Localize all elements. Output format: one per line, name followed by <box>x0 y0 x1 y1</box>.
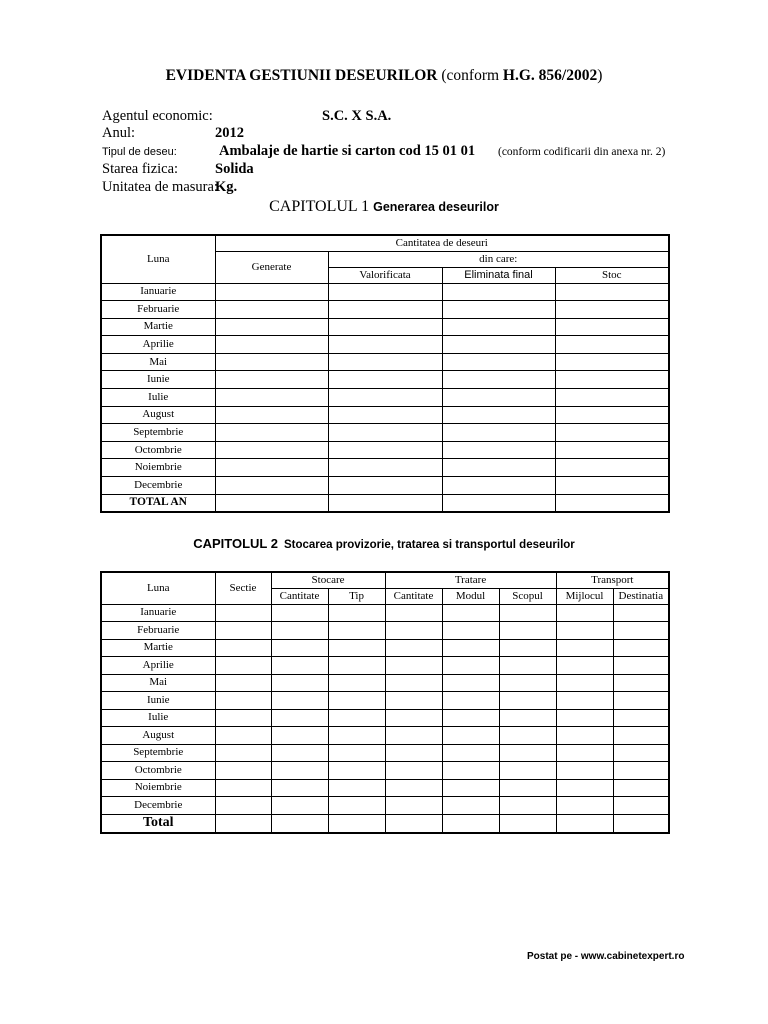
table-cell[interactable] <box>328 494 442 512</box>
table-cell[interactable] <box>215 371 328 389</box>
table-cell[interactable] <box>385 779 442 797</box>
table-cell[interactable] <box>442 441 555 459</box>
table-cell[interactable] <box>328 477 442 495</box>
table-cell[interactable] <box>271 744 328 762</box>
table-cell[interactable] <box>385 622 442 640</box>
table-row <box>101 779 669 797</box>
table-cell[interactable] <box>613 814 669 833</box>
table-cell[interactable] <box>499 709 556 727</box>
table-cell[interactable] <box>499 622 556 640</box>
col-header-tip: Tip <box>328 588 385 604</box>
table-cell[interactable] <box>328 674 385 692</box>
table-row <box>101 301 669 319</box>
table-cell[interactable] <box>385 797 442 815</box>
table-cell[interactable] <box>328 657 385 675</box>
month-label: Noiembrie <box>101 459 215 477</box>
table-cell[interactable] <box>556 657 613 675</box>
table-cell[interactable] <box>215 797 271 815</box>
table-cell[interactable] <box>499 604 556 622</box>
month-label: Martie <box>101 639 215 657</box>
table-cell[interactable] <box>215 727 271 745</box>
table-cell[interactable] <box>385 727 442 745</box>
table-cell[interactable] <box>556 692 613 710</box>
table-cell[interactable] <box>613 622 669 640</box>
table-cell[interactable] <box>328 727 385 745</box>
table-cell[interactable] <box>442 692 499 710</box>
month-label: Iunie <box>101 692 215 710</box>
table-row <box>101 353 669 371</box>
table-cell[interactable] <box>613 639 669 657</box>
table-cell[interactable] <box>555 424 669 442</box>
table-cell[interactable] <box>328 797 385 815</box>
table-row <box>101 674 669 692</box>
waste-type-note: (conform codificarii din anexa nr. 2) <box>498 146 666 158</box>
unit-value: Kg. <box>215 179 238 195</box>
col-header-stoc: Stoc <box>555 267 669 283</box>
table-cell[interactable] <box>442 709 499 727</box>
table-cell[interactable] <box>613 604 669 622</box>
month-label: Mai <box>101 674 215 692</box>
table-cell[interactable] <box>555 301 669 319</box>
table-cell[interactable] <box>499 692 556 710</box>
table-cell[interactable] <box>328 406 442 424</box>
table-cell[interactable] <box>215 779 271 797</box>
table-cell[interactable] <box>215 406 328 424</box>
col-header-eliminata: Eliminata final <box>442 267 555 283</box>
table-cell[interactable] <box>215 318 328 336</box>
table-cell[interactable] <box>442 639 499 657</box>
table-cell[interactable] <box>499 762 556 780</box>
table-cell[interactable] <box>385 604 442 622</box>
table-cell[interactable] <box>215 301 328 319</box>
table-cell[interactable] <box>499 744 556 762</box>
footer-source: Postat pe - www.cabinetexpert.ro <box>527 951 685 962</box>
table-cell[interactable] <box>555 353 669 371</box>
table-cell[interactable] <box>555 441 669 459</box>
table-cell[interactable] <box>271 692 328 710</box>
table-cell[interactable] <box>215 639 271 657</box>
table-cell[interactable] <box>613 709 669 727</box>
table-row <box>101 709 669 727</box>
table-row <box>101 657 669 675</box>
month-label: August <box>101 406 215 424</box>
chapter1-number: CAPITOLUL 1 <box>269 198 370 215</box>
table-cell[interactable] <box>499 657 556 675</box>
table-cell[interactable] <box>215 709 271 727</box>
col-header-valorificata: Valorificata <box>328 267 442 283</box>
table-cell[interactable] <box>613 779 669 797</box>
table-cell[interactable] <box>328 639 385 657</box>
table-cell[interactable] <box>385 814 442 833</box>
table-row <box>101 762 669 780</box>
table-cell[interactable] <box>215 424 328 442</box>
chapter2-subtitle: Stocarea provizorie, tratarea si transportul deseurilor <box>283 539 575 551</box>
table-row <box>101 744 669 762</box>
table-cell[interactable] <box>328 709 385 727</box>
unit-label: Unitatea de masura: <box>102 179 218 195</box>
table-cell[interactable] <box>328 692 385 710</box>
table-row <box>101 639 669 657</box>
table-cell[interactable] <box>328 744 385 762</box>
state-label: Starea fizica: <box>102 161 179 177</box>
table-cell[interactable] <box>215 353 328 371</box>
month-label: Iunie <box>101 371 215 389</box>
waste-type-label: Tipul de deseu: <box>102 146 177 158</box>
table-row <box>101 336 669 354</box>
storage-treatment-transport-table <box>100 571 670 834</box>
total-label: Total <box>101 814 215 833</box>
table-row-total <box>101 814 669 833</box>
table-cell[interactable] <box>442 604 499 622</box>
month-label: Septembrie <box>101 744 215 762</box>
table-cell[interactable] <box>499 639 556 657</box>
table-cell[interactable] <box>215 674 271 692</box>
page-title: EVIDENTA GESTIUNII DESEURILOR (conform H.G. 856/2002) <box>165 67 603 84</box>
table-cell[interactable] <box>271 797 328 815</box>
table-cell[interactable] <box>215 459 328 477</box>
table-row <box>101 727 669 745</box>
table-cell[interactable] <box>215 814 271 833</box>
table-cell[interactable] <box>328 371 442 389</box>
col-header-luna: Luna <box>101 572 215 604</box>
table-cell[interactable] <box>556 622 613 640</box>
table-row <box>101 692 669 710</box>
month-label: Decembrie <box>101 797 215 815</box>
table-cell[interactable] <box>328 604 385 622</box>
table-cell[interactable] <box>613 744 669 762</box>
table-cell[interactable] <box>556 604 613 622</box>
table-cell[interactable] <box>271 674 328 692</box>
table-cell[interactable] <box>385 639 442 657</box>
table-row <box>101 441 669 459</box>
col-header-destinatia: Destinatia <box>613 588 669 604</box>
table-cell[interactable] <box>215 622 271 640</box>
year-value: 2012 <box>215 125 244 141</box>
table-cell[interactable] <box>271 814 328 833</box>
table-cell[interactable] <box>555 371 669 389</box>
month-label: Iulie <box>101 389 215 407</box>
table-cell[interactable] <box>442 814 499 833</box>
table-cell[interactable] <box>442 353 555 371</box>
table-row <box>101 459 669 477</box>
col-header-stocare: Stocare <box>271 572 385 588</box>
generation-table <box>100 234 670 513</box>
table-cell[interactable] <box>442 762 499 780</box>
table-cell[interactable] <box>442 336 555 354</box>
table-cell[interactable] <box>556 674 613 692</box>
table-row <box>101 406 669 424</box>
table-cell[interactable] <box>385 692 442 710</box>
table-row <box>101 477 669 495</box>
table-cell[interactable] <box>328 814 385 833</box>
col-header-modul: Modul <box>442 588 499 604</box>
table-cell[interactable] <box>328 762 385 780</box>
table-cell[interactable] <box>215 283 328 301</box>
month-label: Aprilie <box>101 336 215 354</box>
table-cell[interactable] <box>442 406 555 424</box>
table-cell[interactable] <box>442 301 555 319</box>
col-header-scopul: Scopul <box>499 588 556 604</box>
table-cell[interactable] <box>385 744 442 762</box>
table-cell[interactable] <box>555 406 669 424</box>
table-cell[interactable] <box>328 389 442 407</box>
table-cell[interactable] <box>442 494 555 512</box>
table-cell[interactable] <box>499 797 556 815</box>
table-cell[interactable] <box>555 318 669 336</box>
col-header-transport: Transport <box>556 572 669 588</box>
month-label: Noiembrie <box>101 779 215 797</box>
table-cell[interactable] <box>271 762 328 780</box>
table-cell[interactable] <box>328 283 442 301</box>
month-label: Ianuarie <box>101 283 215 301</box>
table-cell[interactable] <box>215 441 328 459</box>
table-cell[interactable] <box>613 657 669 675</box>
month-label: Martie <box>101 318 215 336</box>
month-label: Iulie <box>101 709 215 727</box>
col-header-sectie: Sectie <box>215 572 271 604</box>
table-cell[interactable] <box>442 797 499 815</box>
waste-type-value: Ambalaje de hartie si carton cod 15 01 01 <box>219 143 476 159</box>
month-label: Aprilie <box>101 657 215 675</box>
table-cell[interactable] <box>556 709 613 727</box>
table-cell[interactable] <box>556 797 613 815</box>
table-cell[interactable] <box>328 353 442 371</box>
chapter1-heading <box>0 198 768 216</box>
col-header-cantitate-stocare: Cantitate <box>271 588 328 604</box>
table-cell[interactable] <box>215 657 271 675</box>
table-cell[interactable] <box>442 744 499 762</box>
table-row <box>101 318 669 336</box>
table-row <box>101 604 669 622</box>
table-cell[interactable] <box>555 283 669 301</box>
table-cell[interactable] <box>499 727 556 745</box>
col-header-cantitate-tratare: Cantitate <box>385 588 442 604</box>
table-cell[interactable] <box>556 762 613 780</box>
month-label: Decembrie <box>101 477 215 495</box>
col-header-luna: Luna <box>101 235 215 283</box>
table-row <box>101 797 669 815</box>
table-cell[interactable] <box>385 657 442 675</box>
table-cell[interactable] <box>442 318 555 336</box>
table-cell[interactable] <box>328 318 442 336</box>
table-cell[interactable] <box>215 762 271 780</box>
table-cell[interactable] <box>271 727 328 745</box>
table-row <box>101 424 669 442</box>
month-label: Septembrie <box>101 424 215 442</box>
table-cell[interactable] <box>328 459 442 477</box>
table-row-total <box>101 494 669 512</box>
agent-label: Agentul economic: <box>102 108 213 124</box>
table-cell[interactable] <box>556 727 613 745</box>
table-cell[interactable] <box>555 336 669 354</box>
table-cell[interactable] <box>328 622 385 640</box>
col-header-mijlocul: Mijlocul <box>556 588 613 604</box>
table-cell[interactable] <box>442 424 555 442</box>
table-row <box>101 389 669 407</box>
col-header-generate: Generate <box>215 251 328 283</box>
table-cell[interactable] <box>271 657 328 675</box>
table-cell[interactable] <box>385 709 442 727</box>
table-cell[interactable] <box>613 674 669 692</box>
chapter1-subtitle: Generarea deseurilor <box>373 200 499 214</box>
table-cell[interactable] <box>499 674 556 692</box>
col-header-din-care: din care: <box>328 251 669 267</box>
table-cell[interactable] <box>555 389 669 407</box>
table-cell[interactable] <box>215 604 271 622</box>
table-cell[interactable] <box>556 639 613 657</box>
col-header-cantitatea: Cantitatea de deseuri <box>215 235 669 251</box>
table-cell[interactable] <box>613 797 669 815</box>
month-label: Octombrie <box>101 762 215 780</box>
table-cell[interactable] <box>556 814 613 833</box>
year-label: Anul: <box>102 125 136 141</box>
state-value: Solida <box>215 161 254 177</box>
total-label: TOTAL AN <box>101 494 215 512</box>
table-cell[interactable] <box>442 674 499 692</box>
table-cell[interactable] <box>556 744 613 762</box>
table-row <box>101 283 669 301</box>
table-cell[interactable] <box>442 727 499 745</box>
table-cell[interactable] <box>556 779 613 797</box>
table-row <box>101 371 669 389</box>
table-cell[interactable] <box>271 622 328 640</box>
month-label: August <box>101 727 215 745</box>
table-cell[interactable] <box>215 494 328 512</box>
table-cell[interactable] <box>442 283 555 301</box>
table-cell[interactable] <box>385 762 442 780</box>
table-cell[interactable] <box>215 477 328 495</box>
agent-value: S.C. X S.A. <box>322 108 392 124</box>
table-cell[interactable] <box>328 301 442 319</box>
table-cell[interactable] <box>271 604 328 622</box>
month-label: Februarie <box>101 301 215 319</box>
table-cell[interactable] <box>215 336 328 354</box>
table-cell[interactable] <box>215 692 271 710</box>
table-row <box>101 622 669 640</box>
month-label: Octombrie <box>101 441 215 459</box>
table-cell[interactable] <box>271 639 328 657</box>
table-cell[interactable] <box>555 477 669 495</box>
table-cell[interactable] <box>555 494 669 512</box>
table-cell[interactable] <box>442 459 555 477</box>
table-cell[interactable] <box>442 779 499 797</box>
table-cell[interactable] <box>271 709 328 727</box>
table-cell[interactable] <box>328 424 442 442</box>
table-cell[interactable] <box>613 762 669 780</box>
table-cell[interactable] <box>442 657 499 675</box>
table-cell[interactable] <box>442 622 499 640</box>
table-cell[interactable] <box>215 389 328 407</box>
table-cell[interactable] <box>555 459 669 477</box>
table-cell[interactable] <box>385 674 442 692</box>
month-label: Februarie <box>101 622 215 640</box>
chapter2-number: CAPITOLUL 2 <box>193 536 278 551</box>
table-cell[interactable] <box>499 814 556 833</box>
table-cell[interactable] <box>271 779 328 797</box>
month-label: Mai <box>101 353 215 371</box>
table-cell[interactable] <box>328 441 442 459</box>
table-cell[interactable] <box>328 336 442 354</box>
chapter2-heading <box>0 535 768 553</box>
table-cell[interactable] <box>328 779 385 797</box>
col-header-tratare: Tratare <box>385 572 556 588</box>
table-cell[interactable] <box>613 692 669 710</box>
table-cell[interactable] <box>613 727 669 745</box>
table-cell[interactable] <box>499 779 556 797</box>
month-label: Ianuarie <box>101 604 215 622</box>
table-cell[interactable] <box>215 744 271 762</box>
table-cell[interactable] <box>442 477 555 495</box>
table-cell[interactable] <box>442 389 555 407</box>
table-cell[interactable] <box>442 371 555 389</box>
